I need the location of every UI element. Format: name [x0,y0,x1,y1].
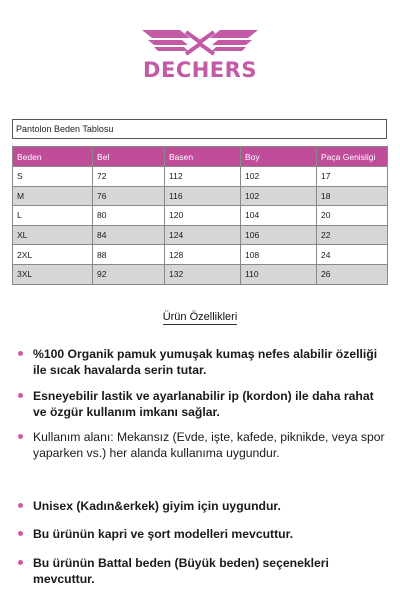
bullet-dot-icon [18,434,23,439]
header-cell: Beden [13,147,93,167]
list-item: Unisex (Kadın&erkek) giyim için uygundur. [18,498,388,514]
table-row [13,225,388,245]
table-row [13,264,388,284]
features-title: Ürün Özellikleri [162,311,238,323]
size-table-section [12,119,387,285]
table-row [13,206,388,226]
table-cell: 2XL [13,245,93,265]
table-cell: M [13,186,93,206]
table-cell: 116 [165,186,241,206]
table-cell: 76 [93,186,165,206]
size-table-header-row [13,147,388,167]
header-cell: Paça Genisligi [317,147,388,167]
bullet-dot-icon [18,503,23,508]
list-item: Bu ürünün kapri ve şort modelleri mevcuttur. [18,526,388,542]
size-table-title: Pantolon Beden Tablosu [12,119,387,139]
table-cell: 106 [241,225,317,245]
table-cell: L [13,206,93,226]
list-item: %100 Organik pamuk yumuşak kumaş nefes alabilir özelliği ile sıcak havalarda serin tutar. [18,346,388,378]
list-item: Kullanım alanı: Mekansız (Evde, işte, kafede, piknikde, veya spor yaparken vs.) her alanda kullanıma uygundur. [18,429,388,461]
table-cell: 72 [93,167,165,187]
brand-name: DECHERS [143,58,257,82]
table-cell: 88 [93,245,165,265]
table-cell: 20 [317,206,388,226]
table-cell: 112 [165,167,241,187]
table-cell: 110 [241,264,317,284]
list-item: Esneyebilir lastik ve ayarlanabilir ip (kordon) ile daha rahat ve özgür kullanım imkanı sağlar. [18,388,388,420]
table-cell: 24 [317,245,388,265]
brand-emblem-icon [142,30,258,56]
table-cell: 17 [317,167,388,187]
table-cell: XL [13,225,93,245]
table-cell: 124 [165,225,241,245]
header-cell: Basen [165,147,241,167]
list-item: Bu ürünün Battal beden (Büyük beden) seçenekleri mevcuttur. [18,555,388,587]
table-cell: S [13,167,93,187]
bullet-dot-icon [18,531,23,536]
bullet-dot-icon [18,351,23,356]
header-cell: Bel [93,147,165,167]
table-cell: 102 [241,167,317,187]
table-cell: 3XL [13,264,93,284]
table-cell: 92 [93,264,165,284]
table-cell: 120 [165,206,241,226]
table-row [13,245,388,265]
table-cell: 22 [317,225,388,245]
table-cell: 84 [93,225,165,245]
table-cell: 18 [317,186,388,206]
product-features-section [0,311,400,586]
table-cell: 132 [165,264,241,284]
table-cell: 80 [93,206,165,226]
table-cell: 26 [317,264,388,284]
brand-logo [0,30,400,82]
size-table [12,146,388,285]
bullet-dot-icon [18,560,23,565]
table-row [13,167,388,187]
table-row [13,186,388,206]
table-cell: 128 [165,245,241,265]
table-cell: 102 [241,186,317,206]
table-cell: 108 [241,245,317,265]
header-cell: Boy [241,147,317,167]
bullet-dot-icon [18,393,23,398]
table-cell: 104 [241,206,317,226]
